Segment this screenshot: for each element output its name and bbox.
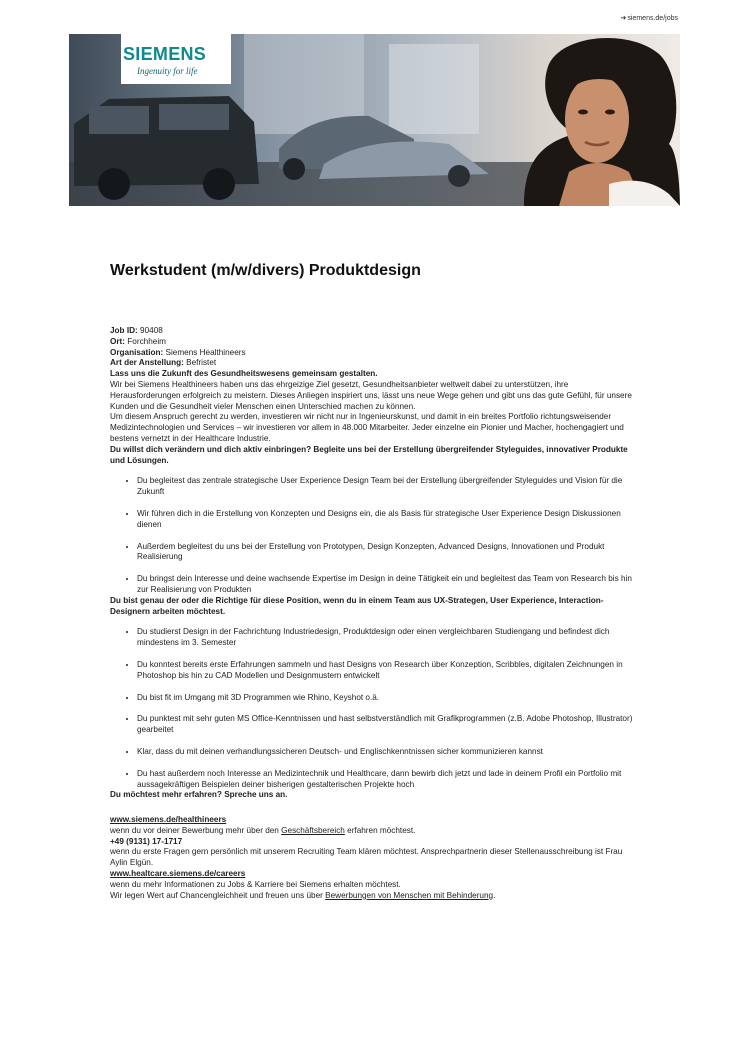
job-content — [110, 326, 635, 901]
meta-job-id: Job ID: 90408 — [110, 326, 163, 335]
list-item: • Du konntest bereits erste Erfahrungen sammeln und hast Designs von Research über Konzeption, Scribbles, digitalen Zeichnungen in Photoshop bis hin zu CAD Modellen und Designmustern entwickelt — [137, 660, 635, 682]
list-item: • Du punktest mit sehr guten MS Office-Kenntnissen und hast selbstverständlich mit Grafikprogrammen (z.B. Adobe Photoshop, Illustrator) gearbeitet — [137, 714, 635, 736]
tasks-list — [110, 476, 635, 595]
siemens-logo: SIEMENS Ingenuity for life — [121, 34, 231, 84]
contact-line-1: wenn du vor deiner Bewerbung mehr über den Geschäftsbereich erfahren möchtest. — [110, 825, 416, 835]
business-unit-link[interactable]: Geschäftsbereich — [281, 825, 345, 835]
contact-block — [110, 815, 635, 891]
contact-phone: +49 (9131) 17-1717 — [110, 836, 183, 846]
list-item: • Du studierst Design in der Fachrichtung Industriedesign, Produktdesign oder einen vergleichbaren Studiengang und befindest dich mindestens im 3. Semester — [137, 627, 635, 649]
contact-line-3: wenn du mehr Informationen zu Jobs & Karriere bei Siemens erhalten möchtest. — [110, 879, 401, 889]
disability-link[interactable]: Bewerbungen von Menschen mit Behinderung — [325, 890, 494, 900]
intro-paragraph-1: Wir bei Siemens Healthineers haben uns das ehrgeizige Ziel gesetzt, Gesundheitsanbieter weltweit dabei zu unterstützen, ihre Herausforderungen erfolgreich zu meistern. Dieses Anliegen inspiriert uns, lässt uns neue Wege gehen und gibt uns das gute Gefühl, für unsere Kunden und die Gesundheit vieler Menschen einen Unterschied machen zu können. — [110, 379, 632, 411]
profile-list — [110, 627, 635, 790]
job-meta — [110, 326, 635, 369]
top-link[interactable]: ➜siemens.de/jobs — [620, 15, 678, 22]
intro-paragraph-2: Um diesem Anspruch gerecht zu werden, investieren wir nicht nur in Ingenieurskunst, und damit in ein breites Portfolio richtungsweisender Medizintechnologien und Services – wir investieren vor allem in 48.000 Mitarbeiter. Jeder einzelne ein Pionier und Macher, hochengagiert und bestens vernetzt in der Healthcare Industrie. — [110, 412, 624, 443]
closing-statement: Wir legen Wert auf Chancengleichheit und freuen uns über Bewerbungen von Menschen mit Behinderung. — [110, 890, 496, 900]
contact-line-2: wenn du erste Fragen gern persönlich mit unserem Recruiting Team klären möchtest. Ansprechpartnerin dieser Stellenausschreibung ist Frau Aylin Elgün. — [110, 847, 623, 868]
list-item: • Du hast außerdem noch Interesse an Medizintechnik und Healthcare, dann bewirb dich jetzt und lade in deinem Profil ein Portfolio mit aussagekräftigen Beispielen deiner bisherigen gestalterischen Projekte hoch — [137, 769, 635, 791]
profile-heading: Du bist genau der oder die Richtige für diese Position, wenn du in einem Team aus UX-Strategen, User Experience, Interaction-Designern arbeiten möchtest. — [110, 595, 604, 616]
contact-heading: Du möchtest mehr erfahren? Spreche uns an. — [110, 790, 288, 800]
header-banner — [69, 34, 680, 206]
meta-location: Ort: Forchheim — [110, 336, 166, 346]
list-item: • Du bringst dein Interesse und deine wachsende Expertise im Design in deine Tätigkeit ein und begleitest das Team von Research bis hin zur Realisierung von Produkten — [137, 574, 635, 596]
arrow-icon: ➜ — [620, 15, 627, 22]
careers-link[interactable]: www.healtcare.siemens.de/careers — [110, 869, 246, 879]
list-item: • Klar, dass du mit deinen verhandlungssicheren Deutsch- und Englischkenntnissen sicher kommunizieren kannst — [137, 747, 635, 758]
list-item: • Du begleitest das zentrale strategische User Experience Design Team bei der Erstellung übergreifender Styleguides und Vision für die Zukunft — [137, 476, 635, 498]
intro-heading: Lass uns die Zukunft des Gesundheitswesens gemeinsam gestalten. — [110, 369, 378, 379]
list-item: • Wir führen dich in die Erstellung von Konzepten und Designs ein, die als Basis für strategische User Experience Design Diskussionen dienen — [137, 509, 635, 531]
healthineers-link[interactable]: www.siemens.de/healthineers — [110, 815, 227, 825]
meta-organisation: Organisation: Siemens Healthineers — [110, 347, 246, 357]
meta-employment-type: Art der Anstellung: Befristet — [110, 358, 217, 368]
tasks-heading: Du willst dich verändern und dich aktiv einbringen? Begleite uns bei der Erstellung übergreifender Styleguides, innovativer Produkte und Lösungen. — [110, 444, 628, 465]
job-title: Werkstudent (m/w/divers) Produktdesign — [110, 262, 421, 279]
list-item: • Außerdem begleitest du uns bei der Erstellung von Prototypen, Design Konzepten, Advanced Designs, Innovationen und Produkt Realisierung — [137, 542, 635, 564]
list-item: • Du bist fit im Umgang mit 3D Programmen wie Rhino, Keyshot o.ä. — [137, 693, 635, 704]
